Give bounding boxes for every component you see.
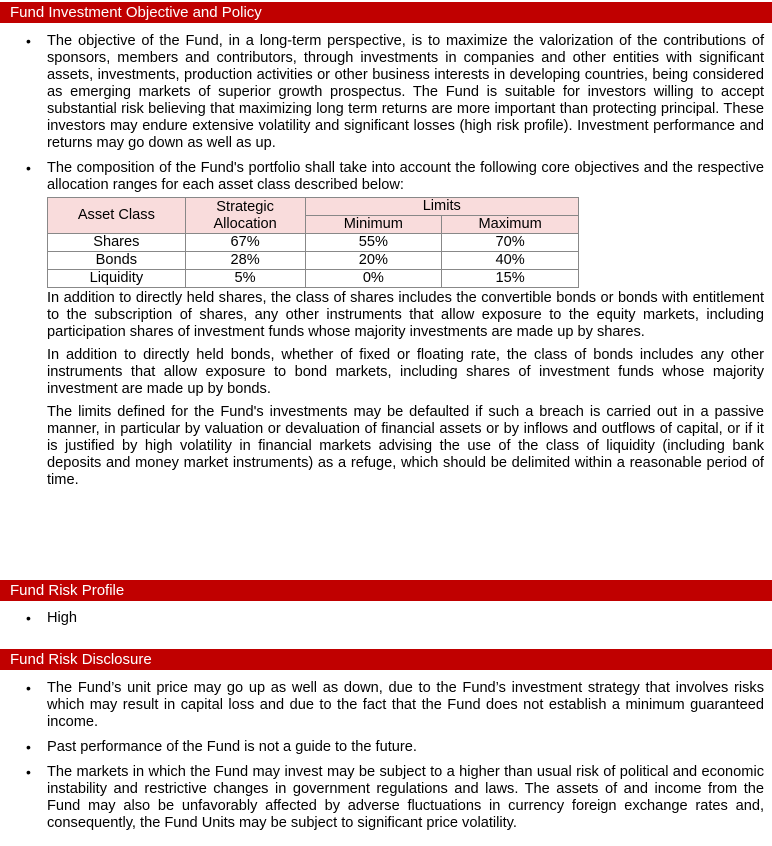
bullet-icon: • <box>26 33 31 49</box>
risk-profile-section <box>0 580 772 627</box>
limits-paragraph: The limits defined for the Fund's investments may be defaulted if such a breach is carried out in a passive manner, in particular by valuation or devaluation of financial assets or by inflows and outflows of capital, or if it is justified by high volatility in financial markets advising the use of the class of liquidity (including bank deposits and money market instruments) as a refuge, which should be delimited within a reasonable period of time. <box>47 404 764 488</box>
disclosure-text-2: Past performance of the Fund is not a guide to the future. <box>47 739 417 755</box>
cell-strategic: 28% <box>185 252 305 270</box>
cell-strategic: 5% <box>185 270 305 288</box>
list-item <box>0 680 772 731</box>
list-item <box>0 160 772 194</box>
risk-profile-heading: Fund Risk Profile <box>0 580 772 601</box>
header-limits: Limits <box>305 198 579 216</box>
list-item <box>0 33 772 152</box>
bullet-icon: • <box>26 739 31 755</box>
objective-bullets <box>0 33 772 194</box>
cell-min: 55% <box>305 234 442 252</box>
cell-asset: Bonds <box>48 252 186 270</box>
allocation-table <box>47 197 579 288</box>
list-item <box>0 610 772 627</box>
cell-asset: Shares <box>48 234 186 252</box>
risk-profile-value: High <box>47 610 78 626</box>
header-asset-class: Asset Class <box>48 198 186 234</box>
list-item <box>0 764 772 832</box>
header-strategic-allocation: Strategic Allocation <box>185 198 305 234</box>
table-row <box>48 270 579 288</box>
disclosure-text-1: The Fund’s unit price may go up as well as down, due to the Fund’s investment strategy that involves risks which may result in capital loss and due to the fact that the Fund does not establish a minimum guaranteed income. <box>47 680 764 730</box>
cell-strategic: 67% <box>185 234 305 252</box>
cell-asset: Liquidity <box>48 270 186 288</box>
bullet-icon: • <box>26 160 31 176</box>
bullet-icon: • <box>26 764 31 780</box>
disclosure-text-3: The markets in which the Fund may invest may be subject to a higher than usual risk of political and economic instability and restrictive changes in government regulations and laws. The assets of and income from the Fund may also be unfavorably affected by adverse fluctuations in currency foreign exchange rates and, consequently, the Fund Units may be subject to significant price volatility. <box>47 764 764 831</box>
risk-disclosure-bullets <box>0 680 772 832</box>
shares-paragraph: In addition to directly held shares, the class of shares includes the convertible bonds or bonds with entitlement to the subscription of shares, any other instruments that allow exposure to the equity markets, including participation shares of investment funds whose majority investments are made up by shares. <box>47 290 764 340</box>
header-minimum: Minimum <box>305 216 442 234</box>
bonds-paragraph: In addition to directly held bonds, whether of fixed or floating rate, the class of bonds includes any other instruments that allow exposure to bond markets, including shares of investment funds whose majority investment are made up by bonds. <box>47 347 764 397</box>
table-row <box>48 252 579 270</box>
risk-profile-bullets <box>0 610 772 627</box>
cell-max: 70% <box>442 234 579 252</box>
risk-disclosure-heading: Fund Risk Disclosure <box>0 649 772 670</box>
objective-text: The objective of the Fund, in a long-term perspective, is to maximize the valorization of the contributions of sponsors, members and contributors, through investments in companies and other entities with significant assets, investments, production activities or other business interests in developing countries, being considered as emerging markets of superior growth prospectus. The Fund is suitable for investors willing to accept substantial risk believing that maximizing long term returns are more important than protecting principal. These investors may endure extensive volatility and significant losses (high risk profile). Investment performance and returns may go down as well as up. <box>47 33 764 151</box>
cell-min: 0% <box>305 270 442 288</box>
objective-heading: Fund Investment Objective and Policy <box>0 2 772 23</box>
table-row <box>48 234 579 252</box>
bullet-icon: • <box>26 680 31 696</box>
cell-min: 20% <box>305 252 442 270</box>
list-item <box>0 739 772 756</box>
cell-max: 40% <box>442 252 579 270</box>
header-maximum: Maximum <box>442 216 579 234</box>
objective-section <box>0 2 772 489</box>
cell-max: 15% <box>442 270 579 288</box>
bullet-icon: • <box>26 610 31 626</box>
risk-disclosure-section <box>0 649 772 832</box>
composition-text: The composition of the Fund's portfolio shall take into account the following core objectives and the respective allocation ranges for each asset class described below: <box>47 160 764 193</box>
